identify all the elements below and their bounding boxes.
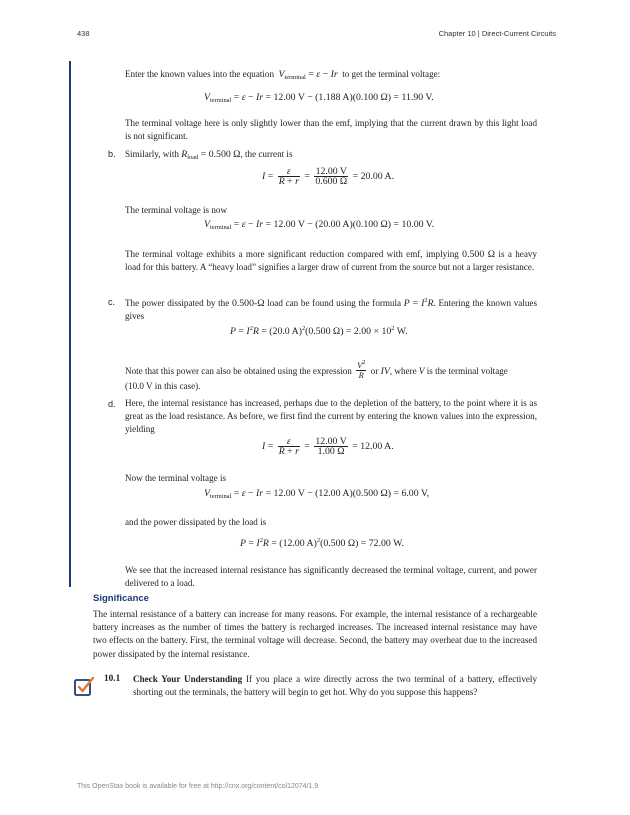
footer-note: This OpenStax book is available for free at http://cnx.org/content/col12074/1.9: [77, 783, 319, 790]
chapter-title: Chapter 10 | Direct-Current Circuits: [438, 29, 556, 38]
check-your-understanding-icon: [74, 676, 95, 696]
b-intro-line: Similarly, with $R_{load} = 0.500$ Ω, the current is: [125, 149, 293, 161]
c-power-equation: $P = I^2R = (20.0$ A)$^2$(0.500 $\Omega) = 2.00 \times 10^2$ W.: [230, 325, 408, 337]
b-terminal-equation: $V_{terminal} = \varepsilon - Ir = 12.00$ V − (20.00 A)(0.100 Ω) = 10.00 V.: [204, 219, 435, 231]
check-text: Check Your Understanding If you place a wire directly across the two terminal of a battery, effectively shorting out the terminals, the battery will begin to get hot. Why do you suppose this happens?: [133, 674, 537, 698]
example-side-bar: [69, 61, 71, 587]
b-comment: The terminal voltage exhibits a more significant reduction compared with emf, implying 0.500 Ω is a heavy load for this battery. A “heavy load” signifies a larger draw of current from the source but not a larger resistance.: [125, 249, 537, 273]
a-terminal-equation: $V_{terminal} = \varepsilon - Ir = 12.00$ V − (1.188 A)(0.100 Ω) = 11.90 V.: [204, 92, 434, 104]
c-note: Note that this power can also be obtained using the expression $\frac{V^2}{R}$ or IV, where V is the terminal voltage: [125, 359, 508, 380]
part-c-label: c.: [108, 297, 116, 307]
part-d-label: d.: [108, 399, 116, 409]
b-terminal-intro: The terminal voltage is now: [125, 205, 228, 215]
c-intro: The power dissipated by the 0.500-Ω load can be found using the formula $P = I^2R$. Entering the known values gives: [125, 297, 537, 322]
a-comment: The terminal voltage here is only slightly lower than the emf, implying that the current drawn by this light load is not significant.: [125, 118, 537, 142]
significance-heading: Significance: [93, 593, 149, 604]
c-note-tail: (10.0 V in this case).: [125, 381, 201, 391]
check-number: 10.1: [104, 674, 121, 684]
page-number: 438: [77, 29, 90, 38]
d-power-intro: and the power dissipated by the load is: [125, 517, 267, 527]
part-b-label: b.: [108, 149, 116, 159]
d-terminal-intro: Now the terminal voltage is: [125, 473, 227, 483]
d-terminal-equation: $V_{terminal} = \varepsilon - Ir = 12.00$ V − (12.00 A)(0.500 Ω) = 6.00 V,: [204, 488, 430, 500]
a-intro-line: Enter the known values into the equation $V_{terminal} = \varepsilon - Ir$ to get the terminal voltage:: [125, 69, 441, 81]
d-power-equation: $P = I^2R = (12.00$ A)$^2$(0.500 Ω) = 72.00 W.: [240, 537, 404, 549]
significance-text: The internal resistance of a battery can increase for many reasons. For example, the internal resistance of a rechargeable battery increases as the number of times the battery is recharged increases. The increased internal resistance may have two effects on the battery. First, the terminal voltage will decrease. Second, the battery may overheat due to the increased power dissipated by the internal resistance.: [93, 609, 537, 659]
d-intro: Here, the internal resistance has increased, perhaps due to the depletion of the battery, to the point where it is as great as the load resistance. As before, we first find the current by entering the known values into the expression, yielding: [125, 398, 537, 435]
d-current-equation: I = $\frac{\varepsilon}{R + r}$ = $\frac{12.00 V}{1.00 \Omega}$ = 12.00 A.: [262, 436, 394, 457]
d-conclusion: We see that the increased internal resistance has significantly decreased the terminal voltage, current, and power delivered to a load.: [125, 565, 537, 589]
b-current-equation: I = $\frac{\varepsilon}{R + r}$ = $\frac{12.00 V}{0.600 \Omega}$ = 20.00 A.: [262, 166, 395, 187]
